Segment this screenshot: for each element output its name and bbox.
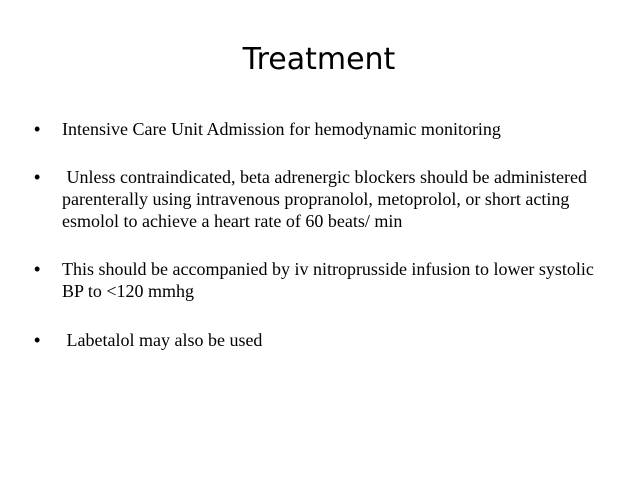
bullet-item-labetalol (34, 329, 594, 351)
bullet-marker: • (34, 167, 41, 187)
bullet-item-nitroprusside (34, 258, 594, 302)
bullet-text: Intensive Care Unit Admission for hemodynamic monitoring (62, 119, 501, 139)
bullet-text: This should be accompanied by iv nitroprusside infusion to lower systolic BP to <120 mmhg (62, 259, 594, 301)
bullet-marker: • (34, 119, 41, 139)
bullet-list (34, 118, 594, 376)
bullet-text: Unless contraindicated, beta adrenergic blockers should be administered parenterally using intravenous propranolol, metoprolol, or short acting esmolol to achieve a heart rate of 60 beats/ min (62, 167, 592, 231)
slide-title: Treatment (242, 42, 396, 77)
bullet-text: Labetalol may also be used (62, 330, 263, 350)
bullet-item-beta-blockers (34, 166, 594, 232)
bullet-marker: • (34, 259, 41, 279)
bullet-marker: • (34, 330, 41, 350)
bullet-item-icu-admission (34, 118, 594, 140)
